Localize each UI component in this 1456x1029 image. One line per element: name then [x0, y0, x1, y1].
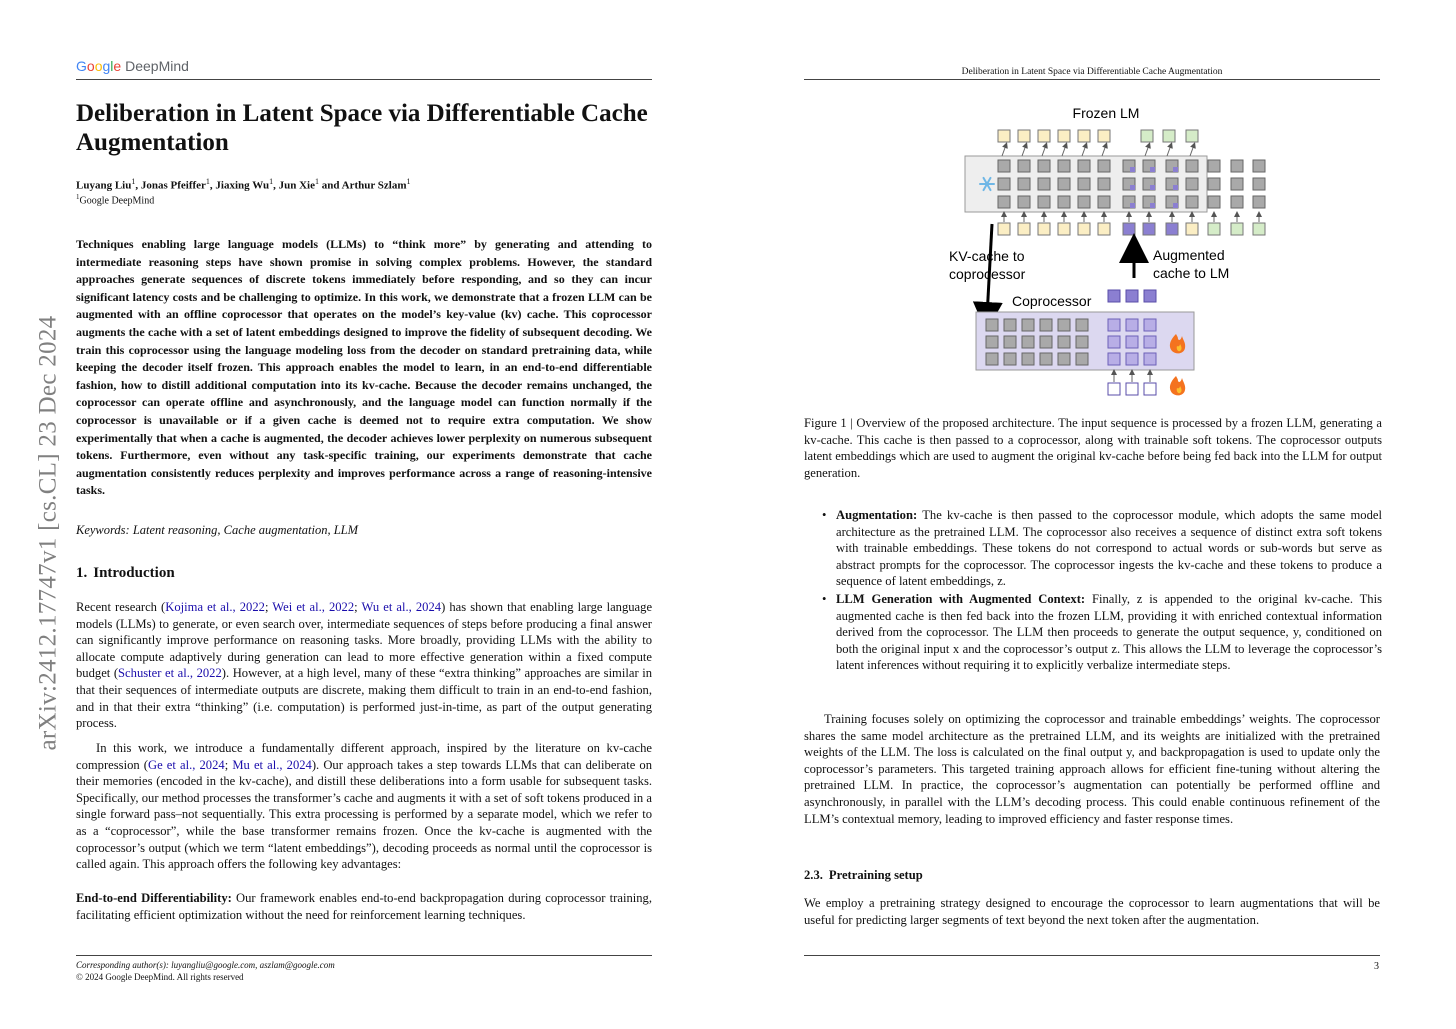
google-deepmind-logo	[76, 58, 189, 74]
architecture-figure	[804, 98, 1382, 410]
logo-letter: o	[94, 58, 103, 74]
cache-cell	[1004, 353, 1016, 365]
cache-cell	[986, 319, 998, 331]
kv-label-line-1: KV-cache to	[949, 248, 1025, 264]
output-token	[1018, 130, 1030, 142]
author-affiliation-sup: 1	[406, 177, 411, 186]
latent-marker	[1173, 167, 1178, 172]
paper-page-right	[728, 0, 1456, 1029]
cache-cell	[998, 178, 1010, 190]
frozen-lm-label: Frozen LM	[1072, 105, 1140, 121]
logo-google	[76, 58, 125, 74]
cache-cell	[1253, 160, 1265, 172]
running-header: Deliberation in Latent Space via Differentiable Cache Augmentation	[961, 67, 1223, 77]
section-title: Introduction	[93, 565, 175, 581]
cache-cell	[1253, 178, 1265, 190]
author-affiliation-sup: 1	[205, 177, 210, 186]
logo-letter: g	[102, 58, 111, 74]
aug-label-line-1: Augmented	[1153, 247, 1225, 263]
page-number: 3	[1374, 961, 1379, 972]
cache-cell	[1078, 160, 1090, 172]
paper-title: Deliberation in Latent Space via Differentiable Cache Augmentation	[76, 100, 648, 156]
bullet-item-generation	[804, 591, 1382, 674]
affiliation-name: Google DeepMind	[79, 195, 155, 207]
pretraining-paragraph: We employ a pretraining strategy designed to encourage the coprocessor to learn augmentations that will be useful for predicting larger segments of text beyond the next token after the augmentation.	[804, 896, 1380, 927]
bullet-dot: •	[822, 508, 827, 522]
flame-icon	[1170, 376, 1185, 395]
cache-cell	[1022, 319, 1034, 331]
cache-cell	[1058, 353, 1070, 365]
soft-token	[1126, 383, 1138, 395]
latent-cell	[1108, 336, 1120, 348]
cache-cell	[1076, 353, 1088, 365]
cache-cell	[1038, 196, 1050, 208]
connector-arrow	[1082, 145, 1086, 156]
bullet-item-augmentation	[804, 507, 1382, 590]
cache-cell	[1058, 336, 1070, 348]
cache-cell	[1038, 178, 1050, 190]
cache-cell	[1058, 196, 1070, 208]
text: ;	[264, 600, 273, 614]
logo-letter: G	[76, 58, 87, 74]
keywords: Keywords: Latent reasoning, Cache augmentation, LLM	[76, 523, 359, 537]
soft-token	[1108, 383, 1120, 395]
output-token	[1141, 130, 1153, 142]
cache-cell	[1208, 178, 1220, 190]
cache-cell	[1058, 178, 1070, 190]
connector-arrow	[1042, 145, 1046, 156]
latent-cell	[1126, 353, 1138, 365]
input-token	[1078, 223, 1090, 235]
author-name: Arthur Szlam	[341, 179, 407, 192]
latent-marker	[1130, 185, 1135, 190]
citation-link[interactable]: Wei et al., 2022	[272, 600, 355, 614]
cache-cell	[1022, 336, 1034, 348]
connector-arrow	[1167, 145, 1171, 156]
latent-token	[1123, 223, 1135, 235]
abstract: Techniques enabling large language models (LLMs) to “think more” by generating and attending to intermediate reasoning steps have shown promise in solving complex problems. However, the standard approaches generate sequences of discrete tokens immediately before responding, and so they can incur significant latency costs and be challenging to optimize. In this work, we demonstrate that a frozen LLM can be augmented with an offline coprocessor that operates on the model’s key-value (kv) cache. This coprocessor augments the cache with a set of latent embeddings designed to improve the fidelity of subsequent decoding. We train this coprocessor using the language modeling loss from the decoder on standard pretraining data, while keeping the decoder itself frozen. This approach enables the model to learn, in an end-to-end differentiable fashion, how to distill additional computation into its kv-cache. Because the decoder remains unchanged, the coprocessor can operate offline and asynchronously, and the language model can function normally if the coprocessor is unavailable or if a given cache is deemed not to require extra computation. We show experimentally that when a cache is augmented, the decoder achieves lower perplexity on numerous subsequent tokens. Furthermore, even without any task-specific training, our experiments demonstrate that cache augmentation consistently reduces perplexity and improves performance across a range of reasoning-intensive tasks.	[76, 237, 652, 498]
connector-arrow	[1022, 145, 1026, 156]
frozen-input-tokens	[998, 214, 1265, 235]
latent-marker	[1150, 185, 1155, 190]
author-affiliation-sup: 1	[269, 177, 274, 186]
coprocessor-label: Coprocessor	[1012, 293, 1092, 309]
citation-link[interactable]: Mu et al., 2024	[232, 757, 312, 772]
cache-cell	[1231, 178, 1243, 190]
soft-token-inputs	[1108, 372, 1156, 395]
latent-output-token	[1108, 290, 1120, 302]
output-token	[1186, 130, 1198, 142]
cache-cell	[1253, 196, 1265, 208]
connector-arrow	[1190, 145, 1194, 156]
bullet-label: LLM Generation with Augmented Context:	[836, 591, 1086, 606]
text: ). However, at a high level, many of these “extra thinking” approaches are similar in that their sequences of intermediate outputs are discrete, making them difficult to train in an end-to-end fashion, and in that their extra “thinking” (i.e. computation) is performed just-in-time, as part of the output generating process.	[76, 666, 653, 731]
text: Our framework enables end-to-end backpropagation during coprocessor training, facilitating efficient optimization without the need for reinforcement learning techniques.	[76, 891, 652, 922]
footer-rule	[804, 955, 1380, 956]
header-rule	[804, 79, 1380, 80]
text: ) has shown that enabling large language models (LLMs) to generate, or even search over, intermediate sequences of steps before producing a final answer can significantly improve performance on reasoning tasks. More broadly, providing LLMs with the ability to allocate compute adaptively during generation can lead to more effective generation within a fixed compute budget (	[76, 600, 653, 681]
figure-caption: Figure 1 | Overview of the proposed architecture. The input sequence is processed by a frozen LLM, generating a kv-cache. This cache is then passed to a coprocessor, along with trainable soft tokens. The coprocessor outputs latent embeddings which are used to augment the original kv-cache before being fed back into the LLM for output generation.	[804, 416, 1382, 480]
text: ). Our approach takes a step towards LLMs that can deliberate on their memories (encoded in the kv-cache), and distill these deliberations into a form usable for subsequent tasks. Specifically, our method processes the transformer’s cache and augments it with a set of soft tokens produced in a single forward pass–not sequentially. This extra processing is performed by a separate model, which we refer to as a “coprocessor”, while the base transformer remains frozen. Once the kv-cache is augmented with the coprocessor’s output (which we term “latent embeddings”), decoding proceeds as normal until the coprocessor is called again. This approach offers the following key advantages:	[76, 757, 652, 872]
author-name: Luyang Liu	[76, 179, 132, 192]
header-rule	[76, 79, 652, 80]
latent-cell	[1108, 353, 1120, 365]
latent-token	[1143, 223, 1155, 235]
cache-cell	[1038, 160, 1050, 172]
cache-cell	[1076, 319, 1088, 331]
cache-cell	[1076, 336, 1088, 348]
output-token	[1163, 130, 1175, 142]
affiliation	[76, 193, 154, 206]
cache-cell	[1058, 160, 1070, 172]
cache-cell	[1004, 319, 1016, 331]
copyright: © 2024 Google DeepMind. All rights reserved	[76, 972, 244, 982]
cache-cell	[998, 196, 1010, 208]
output-token	[1078, 130, 1090, 142]
input-token	[1186, 223, 1198, 235]
frozen-output-tokens	[998, 130, 1198, 156]
latent-cell	[1126, 336, 1138, 348]
output-token	[1058, 130, 1070, 142]
intro-paragraph-3	[76, 890, 652, 923]
intro-paragraph-1	[76, 599, 652, 732]
cache-cell	[998, 160, 1010, 172]
citation-link[interactable]: Wu et al., 2024	[361, 600, 442, 614]
latent-cell	[1144, 319, 1156, 331]
cache-cell	[1098, 196, 1110, 208]
aug-label-line-2: cache to LM	[1153, 265, 1230, 281]
connector-arrow	[1002, 145, 1006, 156]
training-paragraph: Training focuses solely on optimizing the coprocessor and trainable embeddings’ weights. The coprocessor shares the same model architecture as the pretrained LLM, and its weights are initialized with the pretrained weights of the LLM. The loss is calculated on the final output y, and backpropagation is used to update only the coprocessor’s parameters. This targeted training approach allows for efficient fine-tuning without altering the pretrained LLM. In practice, the coprocessor’s augmentation can potentially be performed offline and asynchronously, in parallel with the LLM’s decoding process. This could enable continuous refinement of the LLM’s contextual memory, leading to improved efficiency and faster response times.	[804, 712, 1380, 826]
latent-cell	[1144, 336, 1156, 348]
frozen-cache-grid	[998, 160, 1265, 208]
author-affiliation-sup: 1	[314, 177, 319, 186]
affiliation-sup: 1	[76, 193, 80, 201]
cache-cell	[1098, 178, 1110, 190]
generated-token	[1253, 223, 1265, 235]
cache-cell	[1018, 196, 1030, 208]
logo-deepmind: DeepMind	[125, 58, 189, 74]
cache-cell	[1058, 319, 1070, 331]
cache-cell	[1231, 160, 1243, 172]
citation-link[interactable]: Kojima et al., 2022	[165, 600, 265, 614]
subsection-heading	[804, 868, 923, 883]
cache-cell	[1208, 196, 1220, 208]
latent-marker	[1130, 203, 1135, 208]
cache-cell	[1231, 196, 1243, 208]
cache-cell	[1018, 178, 1030, 190]
latent-output-token	[1144, 290, 1156, 302]
cache-cell	[1040, 319, 1052, 331]
author-affiliation-sup: 1	[131, 177, 136, 186]
output-token	[998, 130, 1010, 142]
subsection-title: Pretraining setup	[828, 868, 923, 882]
latent-output-token	[1126, 290, 1138, 302]
citation-link[interactable]: Ge et al., 2024	[147, 757, 225, 772]
bullet-list	[804, 507, 1382, 675]
intro-paragraph-2	[76, 740, 652, 873]
section-heading-introduction	[76, 565, 175, 582]
logo-letter: l	[110, 58, 114, 74]
bullet-label: Augmentation:	[836, 508, 918, 522]
cache-cell	[1186, 178, 1198, 190]
author-name: Jun Xie	[278, 179, 315, 192]
generated-token	[1208, 223, 1220, 235]
architecture-diagram	[804, 98, 1382, 410]
input-token	[998, 223, 1010, 235]
latent-marker	[1150, 167, 1155, 172]
cache-cell	[1078, 196, 1090, 208]
arxiv-stamp: arXiv:2412.17747v1 [cs.CL] 23 Dec 2024	[34, 315, 61, 751]
cache-cell	[986, 336, 998, 348]
latent-marker	[1173, 185, 1178, 190]
input-token	[1038, 223, 1050, 235]
bullet-text: The kv-cache is then passed to the coprocessor module, which adopts the same model architecture as the pretrained LLM. The coprocessor also receives a sequence of distinct extra soft tokens with trainable embeddings. These tokens do not correspond to actual words or sub-words but serve as abstract prompts for the coprocessor. The coprocessor ingests the kv-cache and these tokens to produce a sequence of latent embeddings, z.	[836, 508, 1382, 589]
coprocessor-output-tokens	[1108, 290, 1156, 302]
kv-label-line-2: coprocessor	[949, 266, 1026, 282]
bullet-text: Finally, z is appended to the original kv-cache. This augmented cache is then fed back into the frozen LLM, providing it with enriched contextual information derived from the coprocessor. The LLM then proceeds to generate the output sequence, y, conditioned on both the original input x and the coprocessor’s output z. This allows the LLM to leverage the coprocessor’s latent inferences without requiring it to explicitly verbalize intermediate steps.	[836, 591, 1383, 673]
text: Recent research (	[76, 600, 166, 614]
latent-cell	[1108, 319, 1120, 331]
cache-cell	[1208, 160, 1220, 172]
input-token	[1018, 223, 1030, 235]
cache-cell	[1186, 196, 1198, 208]
author-name: Jonas Pfeiffer	[140, 179, 206, 192]
subsection-number: 2.3.	[804, 868, 823, 882]
latent-marker	[1150, 203, 1155, 208]
logo-letter: o	[86, 58, 95, 74]
author-list: Luyang Liu$^1$, Jonas Pfeiffer$^1$, Jiaxing Wu$^1$, Jun Xie$^1$ and Arthur Szlam$^1$	[76, 177, 411, 192]
output-token	[1038, 130, 1050, 142]
latent-marker	[1130, 167, 1135, 172]
latent-cell	[1144, 353, 1156, 365]
soft-token	[1144, 383, 1156, 395]
citation-link[interactable]: Schuster et al., 2022	[118, 666, 222, 681]
latent-token	[1166, 223, 1178, 235]
input-token	[1058, 223, 1070, 235]
cache-cell	[1186, 160, 1198, 172]
text: ;	[224, 757, 233, 772]
latent-marker	[1173, 203, 1178, 208]
text: ;	[354, 600, 362, 614]
text: In this work, we introduce a fundamentally different approach, inspired by the literature on kv-cache compression (	[76, 741, 652, 772]
bullet-dot: •	[822, 591, 827, 606]
cache-cell	[1040, 353, 1052, 365]
cache-cell	[1098, 160, 1110, 172]
connector-arrow	[1102, 145, 1106, 156]
advantage-label: End-to-end Differentiability:	[76, 891, 232, 905]
latent-cell	[1126, 319, 1138, 331]
logo-letter: e	[113, 58, 122, 74]
input-token	[1098, 223, 1110, 235]
cache-cell	[986, 353, 998, 365]
connector-arrow	[1145, 145, 1149, 156]
cache-cell	[1078, 178, 1090, 190]
section-number: 1.	[76, 565, 88, 581]
footer-rule	[76, 955, 652, 956]
corresponding-author: Corresponding author(s): luyangliu@google.com, aszlam@google.com	[76, 960, 335, 970]
cache-cell	[1018, 160, 1030, 172]
connector-arrow	[1062, 145, 1066, 156]
cache-cell	[1004, 336, 1016, 348]
cache-cell	[1040, 336, 1052, 348]
cache-cell	[1022, 353, 1034, 365]
output-token	[1098, 130, 1110, 142]
generated-token	[1231, 223, 1243, 235]
author-name: Jiaxing Wu	[215, 179, 270, 192]
